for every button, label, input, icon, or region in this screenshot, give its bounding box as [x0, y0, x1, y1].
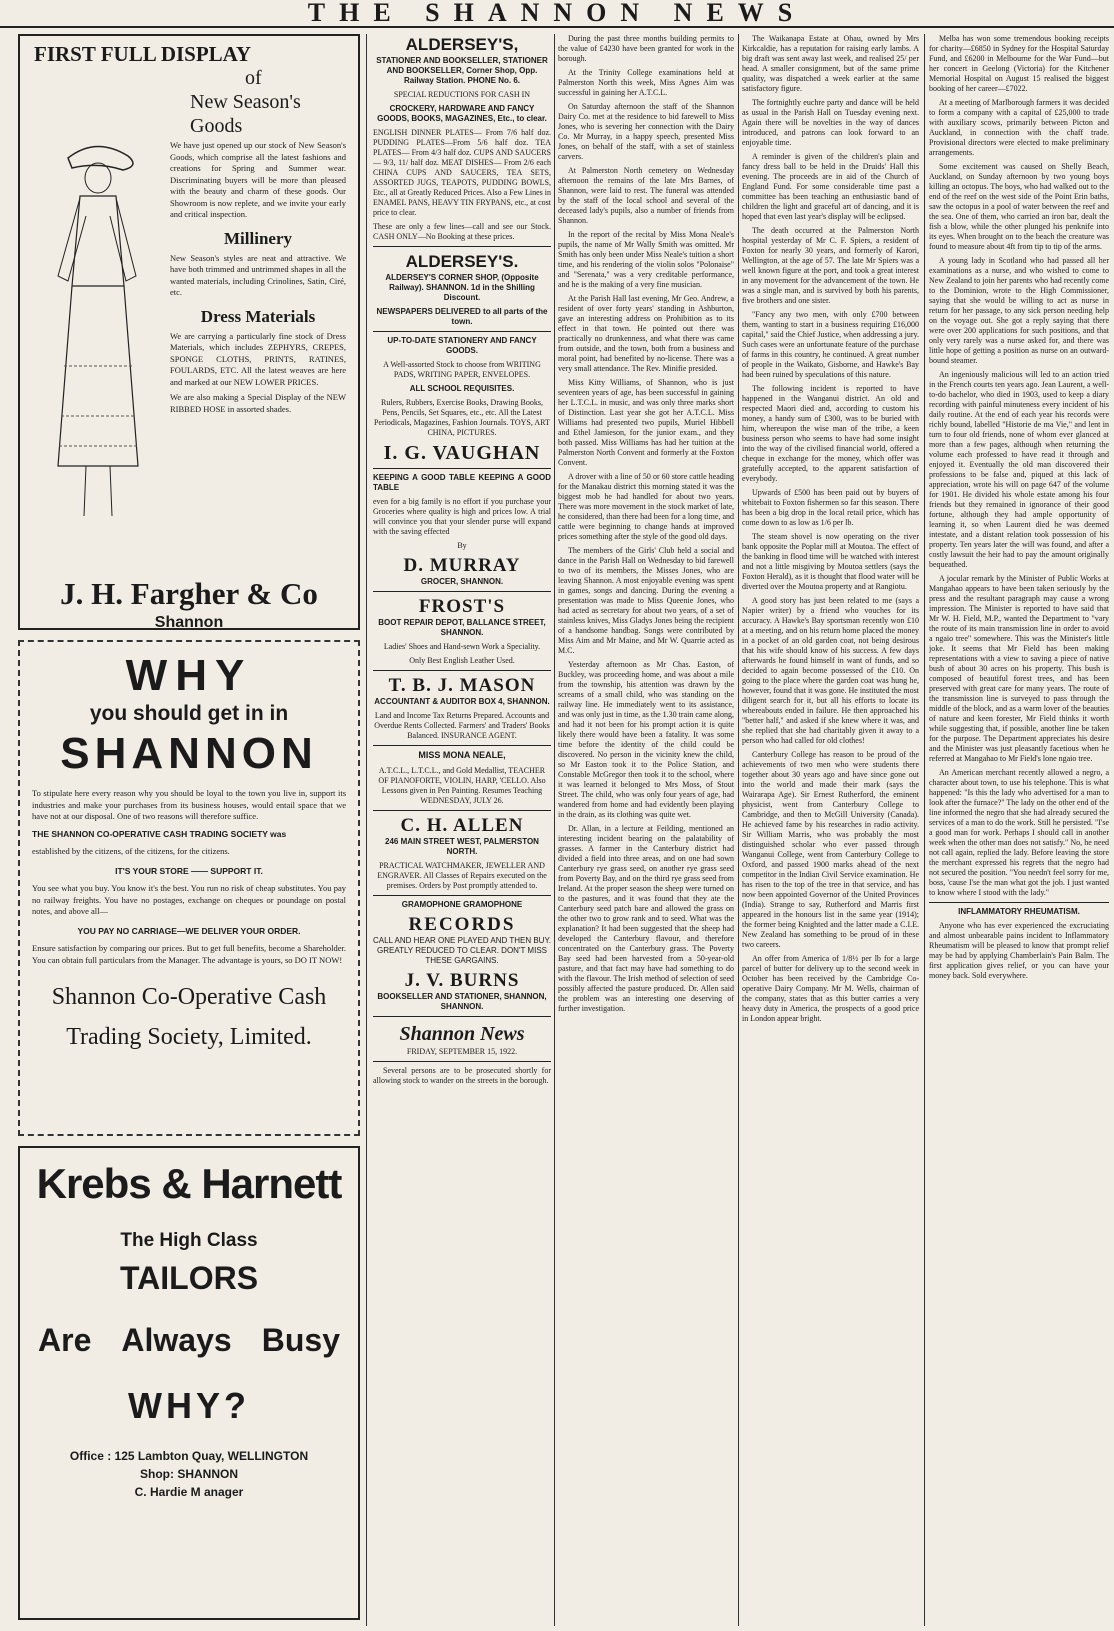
burns-sub: BOOKSELLER AND STATIONER, SHANNON, SHANNON.	[377, 991, 547, 1011]
coop-name-line2: Trading Society, Limited.	[66, 1024, 312, 1050]
stationery-heading: UP-TO-DATE STATIONERY AND FANCY GOODS.	[387, 336, 537, 355]
coop-your-store-line: IT'S YOUR STORE —— SUPPORT IT.	[115, 865, 263, 876]
fargher-intro-text: We have just opened up our stock of New Season's Goods, which comprise all the latest fashions and creations for Spring and Summer wear. Discriminating buyers will be more than pleased with the beauty and charm of these goods. Our Showroom is now replete, and we invite your early and critical inspection.	[170, 140, 346, 219]
aldersey-corner-name: ALDERSEY'S.	[405, 252, 519, 271]
news-item: A young lady in Scotland who had passed all her examinations as a nurse, and who wished to come to New Zealand to join her parents who had recently come to the Dominion, wrote to the High Commissioner, saying that she would be willing to act as nurse in return for her passage, to any sick person needing help on the voyage out. She got a reply saying that there were over 200 applications for such positions, and that only very rarely was a nurse asked for, and there was little hope of getting a position as nurse on an outward-bound steamer.	[929, 256, 1109, 365]
krebs-why: WHY?	[128, 1385, 250, 1426]
news-item: Miss Kitty Williams, of Shannon, who is just seventeen years of age, has been successful in gaining her L.T.C.L. in music, and was only three marks short of Distinction. Last year she got her A.T.C.L. Miss Williams had presented two pupils, Muriel Hibbell and Ethel Jamieson, for the junior exam., and they both passed. Miss Williams has had her tuition at the Palmerston North Convent and formerly at the Foxton Convent.	[558, 378, 734, 467]
krebs-busy: Busy	[261, 1322, 340, 1358]
coop-shareholder-text: Ensure satisfaction by comparing our prices. But to get full benefits, become a Shareholder. You can obtain full particulars from the Manager. The advantage is yours, so DO IT NOW!	[32, 943, 346, 965]
dress-materials-text: We are carrying a particularly fine stock of Dress Materials, which includes ZEPHYRS, CREPES, SPONGE CLOTHS, PRINTS, RATINES, FOULARDS, ETC. All the latest weaves are here and marked at our NEW LOWER PRICES.	[170, 330, 346, 387]
masthead: THE SHANNON NEWS	[0, 0, 1114, 28]
news-item: An American merchant recently allowed a negro, a character about town, to use his telephone. This is what happened: "Is this the lady who advertised for a man to look after the furnace?" The lady on the other end of the line informed the negro that she had already secured the services of a man to do the work. Still he persisted. "I'se a good man for work. Perhaps I should call in another week when the other man does not satisfy." No, he need not call again, replied the lady. Before leaving the store the merchant expressed his regrets that the negro had not secured the position. "You needn't feel sorry for me, boss, 'cause I'se the man what got the job. I just wanted to know where I stood with the lady."	[929, 768, 1109, 897]
vaughan-name: I. G. VAUGHAN	[383, 442, 541, 464]
krebs-harnett-ad	[18, 1146, 360, 1620]
news-item: Upwards of £500 has been paid out by buyers of whitebait to Foxton fishermen so far this season. There has been a big drop in the local retail price, which has come down to as low as 1/6 per lb.	[742, 488, 919, 527]
news-item: Canterbury College has reason to be proud of the achievements of two men who were students there together about 30 years ago and have since gone out into the world and made their mark (says the Wairarapa Age). Sir Ernest Rutherford, the eminent physicist, went from Canterbury College to Cambridge, and then to McGill University (Canada). He achieved fame by his researches in radio activity. Sir William Marris, who was probably the most distinguished scholar who ever passed through Wanganui College, went from Canterbury College to Oxford, and passed 1900 marks ahead of the next competitor in the Indian Civil Service examination. He has risen to the top of the tree in that service, and has now been appointed Governor of the United Provinces (India). Strange to say, Rutherford and Marris first appeared in the honours list in the same year (1914); the former being Knighted and the latter made a C.I.E. New Zealand has something to be proud of in these two careers.	[742, 750, 919, 949]
stationery-text: A Well-assorted Stock to choose from WRITING PADS, WRITING PAPER, ENVELOPES.	[383, 360, 541, 379]
krebs-high-class: The High Class	[120, 1230, 258, 1251]
fargher-goods: Goods	[190, 115, 243, 137]
coop-why: WHY	[125, 651, 253, 700]
murray-text: even for a big family is no effort if you purchase your Groceries where quality is high and prices low. A trial will convince you that your slender purse will expand with the saving effected	[373, 497, 551, 536]
millinery-heading: Millinery	[224, 228, 292, 248]
allen-text: PRACTICAL WATCHMAKER, JEWELLER AND ENGRAVER. All Classes of Repairs executed on the premises. Orders by Post promptly attended to.	[377, 860, 547, 890]
fargher-headline: FIRST FULL DISPLAY	[34, 42, 252, 66]
small-ads-column	[373, 34, 551, 1624]
coop-intro-text: To stipulate here every reason why you should be loyal to the town you live in, support its industries and make your purchases from its business houses, would entail space that we have not at our disposal. One of two reasons will therefore suffice.	[32, 788, 346, 821]
news-column-2	[742, 34, 919, 1624]
aldersey-price-list: ENGLISH DINNER PLATES— From 7/6 half doz. PUDDING PLATES—From 5/6 half doz. TEA PLATES— From 4/3 half doz. CUPS AND SAUCERS— 9/3, 11/ half doz. MEAT DISHES— From 2/6 each CHINA CUPS AND SAUCERS, TEA SETS, ASSORTED JUGS, TEAPOTS, PUDDING BOWLS, Etc., all at Greatly Reduced Prices. Also a Few Lines in ENAMEL PANS, HEAVY TIN FRYPANS, etc., at cost price to clear.	[373, 128, 551, 217]
aldersey-categories: CROCKERY, HARDWARE AND FANCY GOODS, BOOKS, MAGAZINES, Etc., to clear.	[377, 104, 547, 123]
coop-reasons-text: You see what you buy. You know it's the best. You run no risk of cheap substitutes. You pay no railway freights. You have no postages, exchange on cheques or poundage on postal notes, and above all—	[32, 883, 346, 916]
frost-name: FROST'S	[418, 596, 506, 617]
news-item: At Palmerston North cemetery on Wednesday afternoon the remains of the late Mrs Barnes, of Shannon, were laid to rest. The funeral was attended by the staff of the local school and several of the deceased lady's pupils, also a number of friends from Shannon.	[558, 166, 734, 225]
allen-name: C. H. ALLEN	[400, 814, 524, 836]
fargher-place: Shannon	[154, 614, 224, 631]
paper-title: Shannon News	[399, 1022, 525, 1045]
coop-shannon: SHANNON	[60, 729, 318, 778]
coop-citizens-line: established by the citizens, of the citizens, for the citizens.	[32, 846, 230, 856]
krebs-tailors: TAILORS	[119, 1260, 259, 1296]
krebs-are: Are	[38, 1322, 92, 1358]
fashion-illustration	[28, 136, 163, 546]
news-item: In the report of the recital by Miss Mona Neale's pupils, the name of Mr Wally Smith was omitted. Mr Smith has only been under Miss Neale's tuition a short time, and his rendering of the violin solos "Polonaise" and "Serenata," was a very creditable performance, and he is the making of a very fine musician.	[558, 230, 734, 289]
news-item: The fortnightly euchre party and dance will be held as usual in the Parish Hall on Tuesday evening next. Again there will be novelties in the way of dances introduced, and patrons can look forward to an enjoyable time.	[742, 98, 919, 147]
paper-date: FRIDAY, SEPTEMBER 15, 1922.	[406, 1046, 518, 1056]
news-item: On Saturday afternoon the staff of the Shannon Dairy Co. met at the residence to bid farewell to Miss Jones, who is severing her connection with the Dairy Co. Mr Murray, in a happy speech, presented Miss Jones, on behalf of the staff, with a set of stainless carvers.	[558, 102, 734, 161]
news-item: Dr. Allan, in a lecture at Feilding, mentioned an interesting incident bearing on the palatability of grasses. A farmer in the Canterbury district had divided a field into three areas, and on one had sown Canterbury rye grass seed, on another rye grass seed from Poverty Bay, and on the third rye grass seed from Ireland. At the proper season the sheep were turned on to the pastures, and it was found that they ate the Canterbury seed patch bare and allowed the grass on the other two to grow rank and to seed. What was the explanation? It had been suggested that the sheep had developed the Canterbury flavour, and therefore concentrated on the Canterbury grass. The Poverty Bay seed had been harvested from a 50-year-old pasture, and that fact may have had something to do with the flavour. The Irish method of selection of seed possibly affected the pasture produced. Dr. Allen said the problem was an interesting one deserving of further investigation.	[558, 824, 734, 1013]
ads-column	[18, 34, 360, 1624]
krebs-shop: Shop: SHANNON	[140, 1467, 238, 1481]
news-item: At the Trinity College examinations held at Palmerston North this week, Miss Agnes Aim was successful in gaining her A.T.C.L.	[558, 68, 734, 97]
coop-society-line: THE SHANNON CO-OPERATIVE CASH TRADING SOCIETY was	[32, 828, 287, 839]
burns-text: CALL AND HEAR ONE PLAYED AND THEN BUY. GREATLY REDUCED TO CLEAR. DON'T MISS THESE GARGAINS.	[373, 935, 551, 965]
frost-leather: Only Best English Leather Used.	[409, 656, 515, 665]
frost-address: BOOT REPAIR DEPOT, BALLANCE STREET, SHANNON.	[378, 618, 546, 637]
fargher-of: of	[245, 67, 262, 89]
news-item: During the past three months building permits to the value of £4230 have been granted for work in the borough.	[558, 34, 734, 63]
frost-speciality: Ladies' Shoes and Hand-sewn Work a Speciality.	[383, 642, 541, 651]
coop-no-carriage-line: YOU PAY NO CARRIAGE—WE DELIVER YOUR ORDER.	[77, 925, 301, 936]
aldersey-special: SPECIAL REDUCTIONS FOR CASH IN	[393, 90, 531, 99]
news-item: The steam shovel is now operating on the river bank opposite the Poplar mill at Moutoa. The effect of the banking in flood time will be watched with interest and not a little misgiving by Moutoa settlers (says the Foxton Herald), as it is thought that flood water will be diverted over the Moutoa property and at Rangiotu.	[742, 532, 919, 591]
school-items-text: Rulers, Rubbers, Exercise Books, Drawing Books, Pens, Pencils, Set Squares, etc., etc. All the Latest Periodicals, Magazines, Fashion Journals. TOYS, ART CHINA, PICTURES.	[374, 398, 550, 437]
aldersey-name: ALDERSEY'S,	[405, 35, 519, 54]
news-item: A good story has just been related to me (says a Napier writer) by a friend who vouches for its accuracy. A Hawke's Bay sportsman recently won £10 at a meeting, and on his return home placed the money in a pocket of an old garden coat, not being desirous that his wife should know of his success. A few days afterwards he found himself in want of funds, and so decided to again become possessed of the £10. On going to the place where the garden coat was hung he, however, found that it was gone. He instituted the most diligent search for it, but all his efforts to locate its whereabouts ended in failure. He then approached his "better half," and asked if she knew where it was, and she replied that she had charitably given it away to a person who had called for old clothes!	[742, 596, 919, 745]
murray-name: D. MURRAY	[403, 555, 521, 576]
krebs-office: Office : 125 Lambton Quay, WELLINGTON	[69, 1449, 309, 1463]
aldersey-cash-only: These are only a few lines—call and see our Stock. CASH ONLY—No Booking at these prices.	[373, 222, 551, 241]
rheumatism-text: Anyone who has ever experienced the excruciating and almost unbearable pains incident to Inflammatory Rheumatism will be pleased to know that prompt relief may be had by applying Chamberlain's Pain Balm. The first application gives relief, or you can have your money back. Sold everywhere.	[929, 921, 1109, 980]
news-item: Some excitement was caused on Shelly Beach, Auckland, on Sunday afternoon by two young boys killing an octopus. The boys, who had walked out to the end of the reef on the west side of the Point Erin baths, saw the octopus in a pool of water between the reef and the sea. One of them, who carried an iron bar, dealt the fish a blow, while the other plunged his penknife into its eyes. When brought on to the beach the creature was found to measure about 4ft from tip to tip of the arms.	[929, 162, 1109, 251]
fargher-name: J. H. Fargher & Co	[60, 576, 318, 611]
news-item: Melba has won some tremendous booking receipts for charity—£6850 in Sydney for the Hospital Saturday Fund, and £6200 in Melbourne for the War Fund—but her concert in Geelong (Victoria) for the Kitchener Memorial Hospital on August 15 realised the biggest booking of her career—£7022.	[929, 34, 1109, 93]
burns-name: J. V. BURNS	[404, 969, 520, 991]
dress-materials-heading: Dress Materials	[200, 306, 316, 326]
news-column-1	[558, 34, 734, 1624]
news-item: The members of the Girls' Club held a social and dance in the Parish Hall on Wednesday to bid farewell to two of its members, the Misses Jones, who are leaving Shannon. A most enjoyable evening was spent in games, songs and dancing. During the evening a presentation was made to Miss Queenie Jones, who had acted as secretary for about two years, of a set of stainless knives, Miss Gladys Jones being the recipient of a handsome handbag. Songs were contributed by Miss Aim and Mr Maine, and Mr W. Quarrie acted as M.C.	[558, 546, 734, 655]
murray-heading: KEEPING A GOOD TABLE KEEPING A GOOD TABLE	[373, 473, 551, 492]
neale-name: MISS MONA NEALE,	[418, 750, 506, 760]
coop-ad	[18, 640, 360, 1136]
stock-prosecution-note: Several persons are to be prosecuted shortly for allowing stock to wander on the streets in the borough.	[373, 1065, 551, 1085]
krebs-manager: C. Hardie M anager	[134, 1485, 244, 1499]
fargher-new-season: New Season's	[190, 91, 301, 113]
mason-name: T. B. J. MASON	[388, 675, 536, 696]
millinery-text: New Season's styles are neat and attractive. We have both trimmed and untrimmed shapes in all the wanted materials, including Crinolines, Satin, Ciré, etc.	[170, 252, 346, 297]
newspapers-delivered: NEWSPAPERS DELIVERED to all parts of the town.	[376, 307, 548, 326]
coop-name-line1: Shannon Co-Operative Cash	[51, 984, 327, 1010]
murray-sub: GROCER, SHANNON.	[420, 577, 504, 586]
mason-services: Land and Income Tax Returns Prepared. Accounts and Overdue Rents Collected. Farmers' and Traders' Books Balanced. INSURANCE AGENT.	[374, 711, 550, 740]
gramophone-heading: GRAMOPHONE GRAMOPHONE	[401, 899, 523, 909]
rheumatism-heading: INFLAMMATORY RHEUMATISM.	[958, 907, 1080, 916]
news-item: At a meeting of Marlborough farmers it was decided to form a company with a capital of £25,000 to trade with auxiliary scows, primarily between Picton and Auckland, in connection with the chaff trade. Provisional directors were elected to make preliminary arrangements.	[929, 98, 1109, 157]
news-item: Yesterday afternoon as Mr Chas. Easton, of Buckley, was proceeding home, and was about a mile from the township, his attention was drawn by the screams of a small child, who was standing on the railway line. He immediately went to its assistance, and was only just in time, as the 1.30 train came along, and had it not been for his prompt action it is quite likely there would have been a fatality. It was some time before the identity of the child could be discovered. No person in the vicinity knew the child, so Mr Easton took it to the Police Station, and Constable McGregor then took it to the school, where it was learned it belonged to Mrs Moss, of Stout Street. The child, who was only four years of age, had wandered from home and had evidently been playing in the drain, as its clothing was quite wet.	[558, 660, 734, 819]
news-item: "Fancy any two men, with only £700 between them, wanting to start in a business requiring £16,000 capital," said the Chief Justice, when addressing a jury. Such cases were an unfortunate feature of the purchase of farms in this country, he continued. A great number of people in the Waikato, Gisborne, and Hawke's Bay had been ruined by speculations of this nature.	[742, 310, 919, 379]
column-rule	[924, 34, 925, 1626]
news-item: The death occurred at the Palmerston North hospital yesterday of Mr C. F. Spiers, a resident of Foxton for nearly 30 years, and formerly of Karori, Wellington, at the age of 57. The late Mr Spiers was a well known figure at the port, and took a great interest in any movement for the advancement of the town. He was a single man, and is survived by both his parents, five brothers and one sister.	[742, 226, 919, 305]
records-heading: RECORDS	[408, 913, 516, 935]
news-item: An ingeniously malicious will led to an action tried in the French courts ten years ago. Jean Laurent, a well-to-do bachelor, who died in 1903, used to keep a diary recording with painful minuteness every incident of his daily routine. At the end of each year his records were richly bound, labelled "Historie de ma Vie," and lent in turn to four old friends, none of whom ever glanced at more than a few pages, although when returning the volume each professed to have read it through and enjoyed it. Eventually the old man discovered their professions to be false and, piqued at this lack of appreciation, wrote his will on page 647 of the volume for 1901. He divided his whole estate among his four friends but they remained in ignorance of their good fortune, although they had ample opportunity of learning it, so when Laurent died he was deemed intestate, and a distant relation took possession of his property. Ten years later the will was found, and after a costly lawsuit the heir had to pay the amount originally bequeathed.	[929, 370, 1109, 569]
column-rule	[738, 34, 739, 1626]
coop-subheading: you should get in in	[89, 702, 289, 725]
column-rule	[554, 34, 555, 1626]
aldersey-address: STATIONER AND BOOKSELLER, STATIONER AND BOOKSELLER, Corner Shop, Opp. Railway Station. PHONE No. 6.	[376, 56, 548, 85]
news-item: A drover with a line of 50 or 60 store cattle heading for the Manakau district this morning stated it was the biggest mob he had handled for about two years. There was more movement in the stock market of late, he considered, than there had been for a long time, and cattle were beginning to change hands at improved prices something after the style of the good old days.	[558, 472, 734, 541]
ribbed-hose-text: We are also making a Special Display of the NEW RIBBED HOSE in assorted shades.	[170, 392, 346, 414]
aldersey-corner-address: ALDERSEY'S CORNER SHOP, (Opposite Railway). SHANNON. 1d in the Shilling Discount.	[385, 273, 539, 302]
news-column-3	[929, 34, 1109, 1624]
krebs-always: Always	[121, 1322, 232, 1358]
news-item: At the Parish Hall last evening, Mr Geo. Andrew, a resident of over forty years' standing in Ashburton, gave an interesting address on Prohibition as to its effect in that town. He pointed out there was practically no drunkenness, and what there was came from outside, and the town, both from a business and moral point, had benefited by no-license. There was a very small attendance. The Rev. Minifie presided.	[558, 294, 734, 373]
murray-by: By	[457, 541, 467, 550]
school-requisites: ALL SCHOOL REQUISITES.	[409, 384, 515, 393]
neale-text: A.T.C.L., L.T.C.L., and Gold Medallist, TEACHER OF PIANOFORTE, VIOLIN, HARP, 'CELLO. Also Lessons given in Pen Painting. Resumes Teaching WEDNESDAY, JULY 26.	[378, 765, 546, 805]
news-item: The following incident is reported to have happened in the Wanganui district. An old and respected Maori died and, according to custom his money, a handy sum of £300, was to be buried with him, whereupon the wise man of the tribe, a keen business person who seems to have had some insight into the way of the civilised financial world, offered a cheque in exchange for the money, which offer was gratefully accepted, to the apparent satisfaction of everybody.	[742, 384, 919, 483]
krebs-name: Krebs & Harnett	[36, 1160, 342, 1207]
column-rule	[366, 34, 367, 1626]
news-item: A reminder is given of the children's plain and fancy dress ball to be held in the Druids' Hall this evening. The proceeds are in aid of the Church of England Fund. For some considerable time past a committee has been teaching an enthusiastic band of children the light and graceful art of dancing, and it is hoped that even last year's display will be eclipsed.	[742, 152, 919, 221]
allen-address: 246 MAIN STREET WEST, PALMERSTON NORTH.	[385, 836, 539, 856]
news-item: A jocular remark by the Minister of Public Works at Mangahao appears to have been taken seriously by the press and the resultant paragraph may cause a wrong impression. The Minister is reported to have said that Mr W. H. Field, M.P., wanted the Department to "vary the route of its main transmission line in order to avoid a ngaio tree" somewhere. This was the Minister's little joke. It seems that Mr Field has been making representations with a view to saving a piece of native bush of about 30 acres on his property. This bush is composed of beautiful forest trees, and has been preserved with great care for many years. The route of the transmission line is surveyed to pass through the middle of the block, and as a warm lover of the beauties of nature and keen forester, Mr Field thinks it worth while suggesting that, if possible, another line be taken for the purpose. The Department appreciates his desire and the Minister was just pleasantly facetious when he referred at Mangahao to Mr Field's lone ngaio tree.	[929, 574, 1109, 763]
news-item: The Waikanapa Estate at Ohau, owned by Mrs Kirkcaldie, has a reputation for raising early lambs. A big draft was sent away last week, and realised 25/ per head. A smaller consignment, but of the same prime quality, was dispatched a week earlier at the same satisfactory figure.	[742, 34, 919, 93]
fargher-ad	[18, 34, 360, 630]
mason-sub: ACCOUNTANT & AUDITOR BOX 4, SHANNON.	[374, 697, 550, 706]
news-item: An offer from America of 1/8½ per lb for a large parcel of butter for delivery up to the second week in October has been received by the Cambridge Co-operative Dairy Company. Mr M. Wells, chairman of the company, states that as this butter carries a very heavy duty in America, the prospects of a good price in London appear bright.	[742, 954, 919, 1023]
